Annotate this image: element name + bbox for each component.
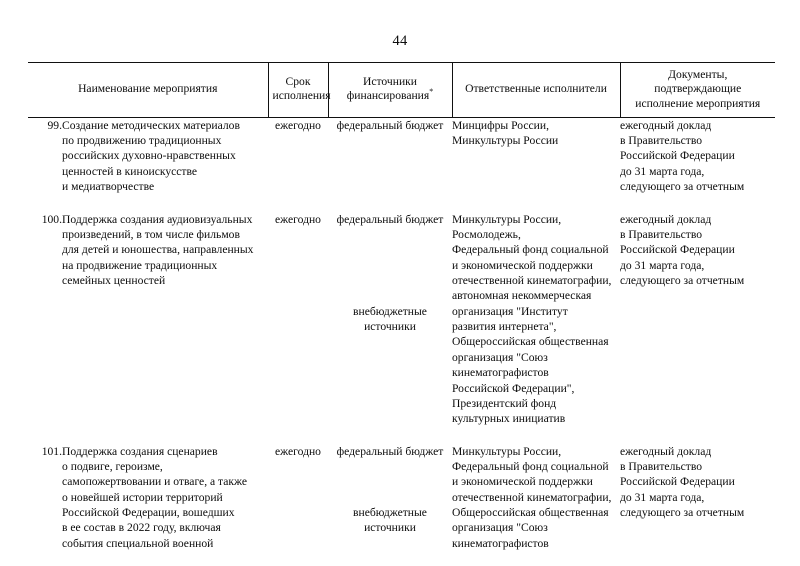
confirming-document-line: Российской Федерации [620, 475, 735, 489]
confirming-document-line: до 31 марта года, [620, 490, 705, 504]
spacer-line [328, 273, 452, 288]
responsible-executor-line: организация "Союз [452, 350, 548, 364]
column-header-documents-line3: исполнение мероприятия [635, 96, 761, 110]
responsible-executor [452, 444, 620, 552]
confirming-document-line: следующего за отчетным [620, 180, 745, 194]
column-header-documents-line2: подтверждающие [654, 82, 742, 96]
funding-source-line: федеральный бюджет [336, 444, 444, 458]
measure-name-line: по продвижению традиционных [62, 134, 222, 148]
measure-name-line: самопожертвовании и отваге, а также [62, 475, 248, 489]
responsible-executor [452, 212, 620, 427]
responsible-executor-line: развития интернета", [452, 320, 557, 334]
responsible-executor-line: организация "Институт [452, 304, 568, 318]
table-row [28, 212, 775, 427]
column-header-deadline-line2: исполнения [272, 89, 331, 103]
confirming-document [620, 444, 775, 552]
responsible-executor-line: и экономической поддержки [452, 475, 593, 489]
confirming-document-line: в Правительство [620, 227, 703, 241]
responsible-executor-line: организация "Союз [452, 521, 548, 535]
measure-name-line: и медиатворчестве [62, 180, 155, 194]
responsible-executor-line: Минкультуры России, [452, 212, 562, 226]
responsible-executor-line: Минцифры России, [452, 118, 549, 132]
deadline-line: ежегодно [275, 444, 321, 458]
row-number: 99. [47, 118, 62, 132]
table-body [28, 117, 775, 551]
measure-name-line: семейных ценностей [62, 273, 166, 287]
measure-name-line: Поддержка создания аудиовизуальных [62, 212, 253, 226]
measure-name-line: Российской Федерации, вошедших [62, 506, 235, 520]
measure-name-line: для детей и юношества, направленных [62, 243, 254, 257]
responsible-executor-line: культурных инициатив [452, 412, 566, 426]
responsible-executor-line: Общероссийская общественная [452, 506, 609, 520]
responsible-executor-line: Президентский фонд [452, 396, 557, 410]
confirming-document [620, 212, 775, 427]
table-header [28, 63, 775, 118]
row-number: 101. [41, 444, 62, 458]
responsible-executor-line: Минкультуры России, [452, 444, 562, 458]
column-header-funding-sources [328, 63, 452, 118]
row-spacer-cell [28, 195, 775, 212]
table-row [28, 444, 775, 552]
spacer-line [328, 490, 452, 505]
deadline [268, 117, 328, 194]
responsible-executor-line: Минкультуры России [452, 134, 559, 148]
confirming-document [620, 117, 775, 194]
spacer-line [328, 242, 452, 257]
column-header-deadline-line1: Срок [285, 75, 311, 89]
measure-name-line: о подвиге, героизме, [62, 459, 163, 473]
measure-name-layout [28, 212, 268, 289]
table-header-row [28, 63, 775, 118]
confirming-document-line: ежегодный доклад [620, 118, 712, 132]
measures-table [28, 62, 775, 551]
responsible-executor-line: Федеральный фонд социальной [452, 459, 609, 473]
spacer-line [328, 258, 452, 273]
funding-source-line: внебюджетные [353, 506, 427, 520]
row-spacer [28, 427, 775, 444]
measure-name-layout [28, 118, 268, 195]
confirming-document-line: до 31 марта года, [620, 258, 705, 272]
deadline-line: ежегодно [275, 118, 321, 132]
funding-source-line: источники [364, 320, 416, 334]
column-header-deadline [268, 63, 331, 118]
cell-measure-name [28, 212, 268, 427]
confirming-document-line: до 31 марта года, [620, 164, 705, 178]
deadline [268, 212, 328, 427]
confirming-document-line: ежегодный доклад [620, 212, 712, 226]
confirming-document-line: ежегодный доклад [620, 444, 712, 458]
measure-name-line: Создание методических материалов [62, 118, 240, 132]
measure-name-line: российских духовно-нравственных [62, 149, 236, 163]
row-spacer-cell [28, 427, 775, 444]
funding-source-line: внебюджетные [353, 304, 427, 318]
responsible-executor-line: Общероссийская общественная [452, 335, 609, 349]
measure-name-layout [28, 444, 268, 552]
funding-source [328, 212, 452, 427]
funding-source-line: федеральный бюджет [336, 118, 444, 132]
column-header-measure-name-label: Наименование мероприятия [78, 82, 218, 96]
spacer-line [328, 288, 452, 303]
confirming-document-line: следующего за отчетным [620, 506, 745, 520]
responsible-executor-line: отечественной кинематографии, [452, 490, 612, 504]
cell-measure-name [28, 444, 268, 552]
row-number: 100. [41, 212, 62, 226]
confirming-document-line: следующего за отчетным [620, 273, 745, 287]
responsible-executor-line: и экономической поддержки [452, 258, 593, 272]
responsible-executor-line: отечественной кинематографии, [452, 273, 612, 287]
measure-name-line: в ее состав в 2022 году, включая [62, 521, 221, 535]
page-number: 44 [392, 33, 408, 49]
column-header-funding-line2-wrap [333, 89, 448, 103]
responsible-executor-line: кинематографистов [452, 536, 549, 550]
measure-name [62, 212, 268, 289]
responsible-executor-line: Российской Федерации", [452, 381, 575, 395]
measure-name-line: Поддержка создания сценариев [62, 444, 218, 458]
confirming-document-line: в Правительство [620, 134, 703, 148]
measure-name [62, 118, 268, 195]
funding-source [328, 117, 452, 194]
responsible-executor [452, 117, 620, 194]
cell-measure-name [28, 117, 268, 194]
funding-source-line: источники [364, 521, 416, 535]
column-header-responsible-label: Ответственные исполнители [465, 82, 607, 96]
column-header-documents-line1: Документы, [668, 68, 728, 81]
deadline-line: ежегодно [275, 212, 321, 226]
table-row [28, 117, 775, 194]
responsible-executor-line: автономная некоммерческая [452, 289, 592, 303]
column-header-measure-name [28, 63, 268, 118]
column-header-funding-line2: финансирования [346, 89, 430, 103]
spacer-line [328, 474, 452, 489]
column-header-responsible [452, 63, 620, 118]
measure-name-line: о новейшей истории территорий [62, 490, 223, 504]
measure-name-line: события специальной военной [62, 536, 214, 550]
confirming-document-line: в Правительство [620, 459, 703, 473]
measure-name-line: ценностей в киноискусстве [62, 164, 198, 178]
responsible-executor-line: Росмолодежь, [452, 227, 521, 241]
responsible-executor-line: кинематографистов [452, 366, 549, 380]
row-spacer [28, 195, 775, 212]
deadline [268, 444, 328, 552]
footnote-marker-icon: * [429, 87, 434, 97]
column-header-documents [620, 63, 775, 118]
measure-name-line: произведений, в том числе фильмов [62, 227, 240, 241]
column-header-funding-line1: Источники [362, 75, 417, 89]
funding-source-line: федеральный бюджет [336, 212, 444, 226]
funding-source [328, 444, 452, 552]
confirming-document-line: Российской Федерации [620, 243, 735, 257]
measure-name-line: на продвижение традиционных [62, 258, 218, 272]
confirming-document-line: Российской Федерации [620, 149, 735, 163]
measure-name [62, 444, 268, 552]
spacer-line [328, 459, 452, 474]
spacer-line [328, 227, 452, 242]
responsible-executor-line: Федеральный фонд социальной [452, 243, 609, 257]
